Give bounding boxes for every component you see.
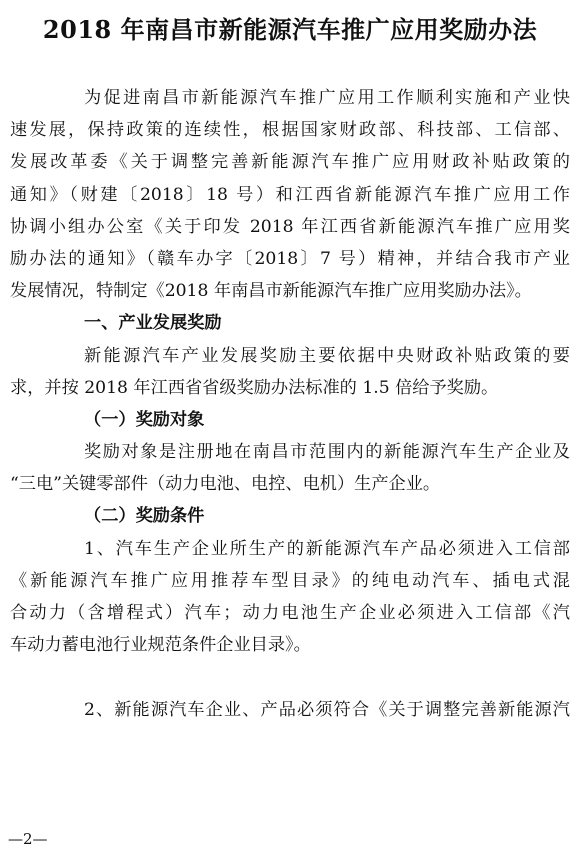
paragraph-line: 励办法的通知》（赣车办字〔2018〕7 号）精神，并结合我市产业	[10, 248, 570, 269]
subsection-heading: （二）奖励条件	[84, 506, 205, 527]
page-number: —2—	[8, 830, 48, 848]
paragraph-line: 发展情况，特制定《2018 年南昌市新能源汽车推广应用奖励办法》。	[10, 281, 532, 302]
paragraph-line: 求，并按 2018 年江西省省级奖励办法标准的 1.5 倍给予奖励。	[10, 377, 499, 398]
subsection-heading: （一）奖励对象	[84, 409, 205, 430]
paragraph-line: 新能源汽车产业发展奖励主要依据中央财政补贴政策的要	[84, 345, 570, 366]
paragraph-line: 合动力（含增程式）汽车；动力电池生产企业必须进入工信部《汽	[10, 603, 570, 623]
blank-line	[50, 661, 570, 693]
document-title: 2018 年南昌市新能源汽车推广应用奖励办法	[42, 15, 538, 44]
paragraph-line: 车动力蓄电池行业规范条件企业目录》。	[10, 635, 311, 656]
paragraph-line: 2、新能源汽车企业、产品必须符合《关于调整完善新能源汽	[84, 699, 570, 720]
section-heading: 一、产业发展奖励	[84, 313, 222, 334]
paragraph-line: 通知》（财建〔2018〕18 号）和江西省新能源汽车推广应用工作	[10, 184, 570, 205]
paragraph-line: 为促进南昌市新能源汽车推广应用工作顺利实施和产业快	[84, 88, 570, 108]
paragraph-line: 奖励对象是注册地在南昌市范围内的新能源汽车生产企业及	[84, 442, 570, 463]
paragraph-line: 发展改革委《关于调整完善新能源汽车推广应用财政补贴政策的	[10, 152, 570, 173]
paragraph-line: 速发展，保持政策的连续性，根据国家财政部、科技部、工信部、	[10, 120, 570, 141]
paragraph-line: 协调小组办公室《关于印发 2018 年江西省新能源汽车推广应用奖	[10, 216, 570, 237]
paragraph-line: “三电”关键零部件（动力电池、电控、电机）生产企业。	[10, 474, 441, 495]
paragraph-line: 1、汽车生产企业所生产的新能源汽车产品必须进入工信部	[84, 538, 570, 559]
document-body	[10, 82, 570, 726]
paragraph-line: 《新能源汽车推广应用推荐车型目录》的纯电动汽车、插电式混	[10, 570, 570, 591]
